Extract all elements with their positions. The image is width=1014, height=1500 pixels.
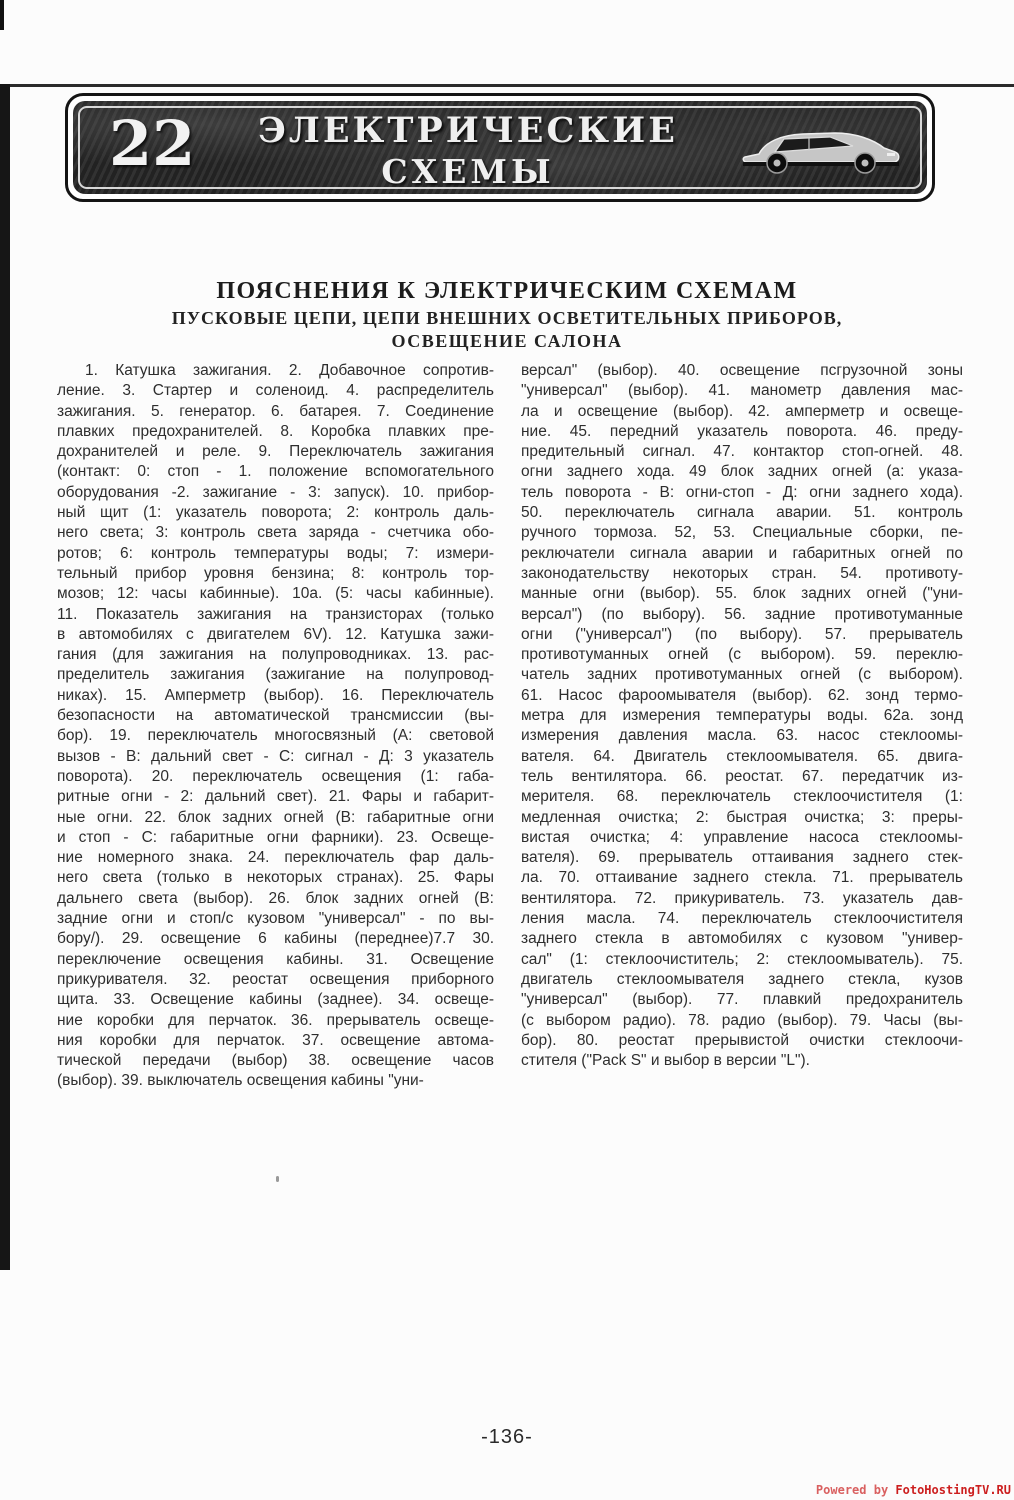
text-line: в автомобилях с двигателем 6V). 12. Катушка зажи- [57, 625, 494, 643]
text-line: безопасности на автоматической трансмиссии (вы- [57, 707, 494, 725]
text-line: ления масла. 74. переключатель стеклоочистителя [521, 910, 963, 928]
text-line: 11. Показатель зажигания на транзисторах (только [57, 605, 494, 623]
scan-speck-artifact [276, 1176, 279, 1182]
text-line: (с выбором радио). 78. радио (выбор). 79. Часы (вы- [521, 1011, 963, 1029]
text-line: ручного тормоза. 52, 53. Специальные сборки, пе- [521, 524, 963, 542]
text-line: вызов - В: дальний свет - С: сигнал - Д: 3 указатель [57, 747, 494, 765]
text-line: бор). 19. переключатель многосвязный (А: световой [57, 727, 494, 745]
text-line: ла и освещение (выбор). 42. амперметр и освеще- [521, 402, 963, 420]
chapter-banner-background [73, 101, 927, 194]
text-line: стителя ("Pack S" и выбор в версии "L"). [521, 1052, 810, 1070]
text-line: мозов; 12: часы кабинные). 10а. (5: часы кабинные). [57, 585, 494, 603]
text-line: ние коробки для перчаток. 36. прерыватель освеще- [57, 1011, 494, 1029]
watermark-site: FotoHostingTV.RU [895, 1483, 1011, 1497]
text-line: мерителя. 68. переключатель стеклоочистителя (1: [521, 788, 963, 806]
chapter-title [208, 111, 728, 193]
text-line: ние номерного знака. 24. переключатель фар даль- [57, 849, 494, 867]
text-line: "универсал" (выбор). 77. плавкий предохранитель [521, 991, 963, 1009]
text-line: предительный сигнал. 47. контактор стоп-огней. 48. [521, 443, 963, 461]
text-line: законодательству некоторых стран. 54. противоту- [521, 564, 963, 582]
text-line: сал" (1: стеклоочиститель; 2: стеклоомыватель). 75. [521, 950, 963, 968]
text-line: ные огни. 22. блок задних огней (В: габаритные огни [57, 808, 494, 826]
text-line: задние огни и стоп/с кузовом "универсал" - по вы- [57, 910, 494, 928]
text-line: заднего стекла в автомобилях с кузовом "универ- [521, 930, 963, 948]
text-line: версал") (по выбору). 56. задние противотуманные [521, 605, 963, 623]
text-line: огни ("универсал") (по выбору). 57. прерыватель [521, 625, 963, 643]
text-line: огни заднего хода. 49 блок задних огней (а: указа- [521, 463, 963, 481]
text-line: оборудования -2. зажигание - 3: запуск). 10. прибор- [57, 483, 494, 501]
car-icon [737, 115, 905, 185]
text-line: дохранителей и реле. 9. Переключатель зажигания [57, 443, 494, 461]
body-text-columns [57, 361, 963, 1092]
text-line: ния коробки для перчаток. 37. освещение автома- [57, 1031, 494, 1049]
text-line: чатель задних противотуманных огней (с выбором). [521, 666, 963, 684]
text-line: дальнего света (выбор). 26. блок задних огней (В: [57, 889, 494, 907]
section-title: ПОЯСНЕНИЯ К ЭЛЕКТРИЧЕСКИМ СХЕМАМ [216, 278, 798, 304]
text-line: бору/). 29. освещение 6 кабины (переднее)7.7 30. [57, 930, 494, 948]
watermark [816, 1483, 1011, 1497]
text-line: двигатель стеклоомывателя заднего стекла, кузов [521, 970, 963, 988]
text-line: "универсал" (выбор). 41. манометр давления мас- [521, 382, 963, 400]
text-line: него света (только в некоторых странах). 25. Фары [57, 869, 494, 887]
text-column-left [57, 361, 494, 1092]
text-line: (выбор). 39. выключатель освещения кабины "уни- [57, 1072, 424, 1090]
text-line: тель вентилятора. 66. реостат. 67. передатчик из- [521, 767, 963, 785]
text-line: версал" (выбор). 40. освещение псгрузочной зоны [521, 362, 963, 379]
text-line: манные огни (выбор). 55. блок задних огней ("уни- [521, 585, 963, 603]
text-column-right [521, 361, 963, 1092]
text-line: 61. Насос фароомывателя (выбор). 62. зонд термо- [521, 686, 963, 704]
text-line: него света; 3: контроль света заряда - счетчика обо- [57, 524, 494, 542]
scan-corner-artifact [0, 0, 4, 30]
text-line: тель поворота - В: огни-стоп - Д: огни заднего хода). [521, 483, 963, 501]
text-line: плавких предохранителей. 8. Коробка плавких пре- [57, 422, 494, 440]
chapter-title-line1: ЭЛЕКТРИЧЕСКИЕ [258, 110, 678, 151]
text-line: бор). 80. реостат прерывистой очистки стеклоочи- [521, 1031, 963, 1049]
text-line: прикуривателя. 32. реостат освещения приборного [57, 970, 494, 988]
text-line: ритные огни - 2: дальний свет). 21. Фары и габарит- [57, 788, 494, 806]
text-line: вистая очистка; 4: управление насоса стеклоомы- [521, 828, 963, 846]
text-line: вателя). 69. прерыватель оттаивания заднего стек- [521, 849, 963, 867]
text-line: 1. Катушка зажигания. 2. Добавочное сопротив- [85, 362, 494, 379]
text-line: тической передачи (выбор) 38. освещение часов [57, 1052, 494, 1070]
text-line: щита. 33. Освещение кабины (заднее). 34. освеще- [57, 991, 494, 1009]
text-line: гания (для зажигания на полупроводниках. 13. рас- [57, 646, 494, 664]
page-frame-left-bar [0, 84, 10, 1270]
text-line: вателя. 64. Двигатель стеклоомывателя. 65. двига- [521, 747, 963, 765]
text-line: никах). 15. Амперметр (выбор). 16. Переключатель [57, 686, 494, 704]
text-line: метра для измерения температуры воды. 62а. зонд [521, 707, 963, 725]
text-line: зажигания. 5. генератор. 6. батарея. 7. Соединение [57, 402, 494, 420]
text-line: и стоп - С: габаритные огни фарники). 23. Освеще- [57, 828, 494, 846]
text-line: противотуманных огней (с выбором). 59. переклю- [521, 646, 963, 664]
text-line: вентилятора. 72. прикуриватель. 73. указатель дав- [521, 889, 963, 907]
chapter-banner [65, 93, 935, 202]
text-line: ный щит (1: указатель поворота; 2: контроль даль- [57, 504, 494, 522]
text-line: переключение освещения кабины. 31. Освещение [57, 950, 494, 968]
page-number: -136- [481, 1426, 533, 1448]
text-line: пределитель зажигания (зажигание на полупровод- [57, 666, 494, 684]
section-subtitle-line1: ПУСКОВЫЕ ЦЕПИ, ЦЕПИ ВНЕШНИХ ОСВЕТИТЕЛЬНЫХ ПРИБОРОВ, [171, 308, 843, 328]
watermark-prefix: Powered by [815, 1483, 896, 1497]
text-line: тельный прибор уровня бензина; 8: контроль тор- [57, 564, 494, 582]
chapter-number: 22 [109, 107, 196, 180]
text-line: медленная очистка; 2: быстрая очистка; 3: преры- [521, 808, 963, 826]
text-line: поворота). 20. переключатель освещения (1: габа- [57, 767, 494, 785]
text-line: ла. 70. оттаивание заднего стекла. 71. прерыватель [521, 869, 963, 887]
text-line: измерения давления масла. 63. насос стеклоомы- [521, 727, 963, 745]
text-line: ние. 45. передний указатель поворота. 46. преду- [521, 422, 963, 440]
text-line: ление. 3. Стартер и соленоид. 4. распределитель [57, 382, 494, 400]
text-line: 50. переключатель сигнала аварии. 51. контроль [521, 504, 963, 522]
page-frame-top-rule [0, 84, 1014, 87]
section-subtitle-line2: ОСВЕЩЕНИЕ САЛОНА [391, 331, 623, 351]
text-line: реключатели сигнала аварии и габаритных огней по [521, 544, 963, 562]
text-line: ротов; 6: контроль температуры воды; 7: измери- [57, 544, 494, 562]
chapter-title-line2: СХЕМЫ [381, 152, 555, 191]
text-line: (контакт: 0: стоп - 1. положение вспомогательного [57, 463, 494, 481]
